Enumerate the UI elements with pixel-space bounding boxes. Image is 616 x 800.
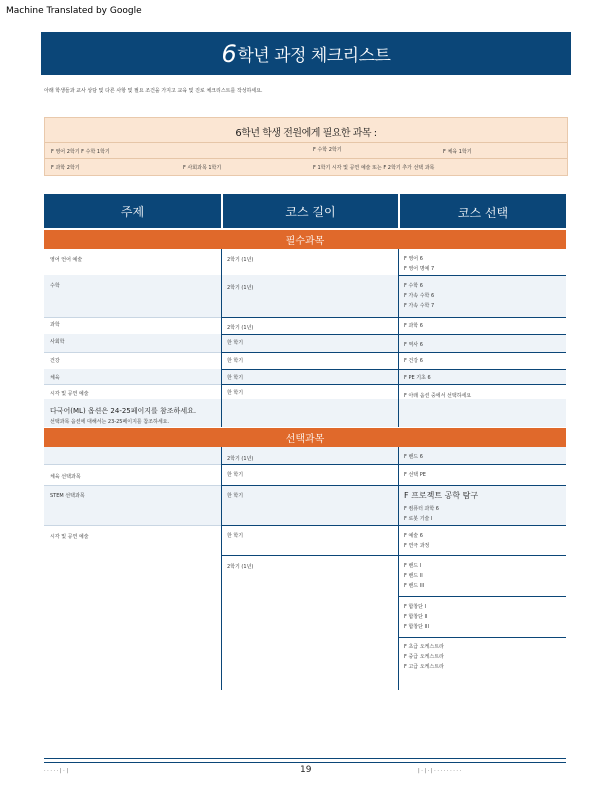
choice-item[interactable]: F 연극 과정: [404, 543, 430, 549]
required-item: F 영어 2학기 F 수학 1학기: [51, 149, 110, 155]
length-cell: 한 학기: [227, 533, 244, 539]
length-cell: 2학기 (1년): [227, 325, 254, 331]
page-number: 19: [300, 765, 312, 775]
choice-item[interactable]: F 밴드 6: [404, 454, 423, 460]
row-divider: [398, 596, 566, 597]
subject-cell: 체육: [50, 375, 60, 381]
choice-item[interactable]: F 로봇 기술 I: [404, 516, 433, 522]
required-box-title: 6학년 학생 전원에게 필요한 과목 :: [235, 128, 377, 139]
choice-item[interactable]: F 건강 6: [404, 358, 423, 364]
footer-right: | · | · | · · · · · · · · ·: [418, 768, 462, 774]
subject-cell: 수학: [50, 283, 60, 289]
subject-cell: 체육 선택과목: [50, 474, 81, 480]
choice-item[interactable]: F 수학 6: [404, 283, 423, 289]
footer-rule: [44, 758, 566, 759]
row-band: [44, 275, 566, 317]
choice-item[interactable]: F 합창단 II: [404, 614, 428, 620]
choice-item[interactable]: F 밴드 I: [404, 563, 422, 569]
ml-note-line1: 다국어(ML) 옵션은 24-25페이지를 참조하세요.: [50, 407, 197, 415]
choice-item[interactable]: F 아래 옵션 중에서 선택하세요: [404, 393, 472, 399]
elective-courses-grid: [44, 447, 566, 690]
choice-item[interactable]: F 과학 6: [404, 323, 423, 329]
title-grade-number: 6: [221, 39, 237, 68]
length-cell: 한 학기: [227, 375, 244, 381]
choice-item[interactable]: F 중급 오케스트라: [404, 654, 444, 660]
length-cell: 한 학기: [227, 472, 244, 478]
choice-item[interactable]: F 합창단 I: [404, 604, 427, 610]
subject-cell: 영어 언어 예술: [50, 257, 83, 263]
choice-item[interactable]: F 가속 수학 6: [404, 293, 435, 299]
choice-item[interactable]: F 고급 오케스트라: [404, 664, 444, 670]
row-divider: [44, 485, 221, 486]
row-divider: [44, 317, 221, 318]
footer-rule: [44, 762, 566, 763]
choice-item[interactable]: F 선택 PE: [404, 472, 426, 478]
required-item: F 1학기 시각 및 공연 예술 또는 F 2학기 추가 선택 과목: [313, 165, 435, 171]
choice-item[interactable]: F 역사 6: [404, 342, 423, 348]
row-band: [44, 485, 566, 525]
header-subject: 주제: [120, 204, 145, 219]
page-title-banner: [41, 32, 571, 75]
choice-item[interactable]: F 컴퓨터 과학 6: [404, 506, 439, 512]
subject-cell: 과학: [50, 322, 60, 328]
choice-item[interactable]: F PE 기초 6: [404, 375, 431, 381]
ml-note-line2: 선택과목 옵션에 대해서는 23-25페이지를 참조하세요.: [50, 419, 170, 425]
length-cell: 한 학기: [227, 390, 244, 396]
row-divider: [221, 464, 566, 465]
subject-cell: 시각 및 공연 예술: [50, 391, 89, 397]
row-divider: [221, 317, 566, 318]
machine-translated-label: Machine Translated by Google: [6, 6, 142, 16]
section-elective-header: 선택과목: [44, 428, 566, 447]
choice-item[interactable]: F 밴드 II: [404, 573, 423, 579]
row-band: [44, 369, 566, 384]
choice-item[interactable]: F 가속 수학 7: [404, 303, 435, 309]
row-divider: [398, 275, 566, 276]
divider: [45, 142, 567, 143]
row-divider: [221, 485, 566, 486]
row-divider: [44, 352, 221, 353]
required-item: F 과학 2학기: [51, 165, 80, 171]
subject-cell: 사회학: [50, 339, 65, 345]
header-course-length: 코스 길이: [285, 204, 336, 219]
row-divider: [398, 637, 566, 638]
table-header: [44, 194, 566, 228]
required-courses-grid: [44, 249, 566, 427]
length-cell: 2학기 (1년): [227, 564, 254, 570]
divider: [45, 158, 567, 159]
length-cell: 2학기 (1년): [227, 257, 254, 263]
subject-cell: STEM 선택과목: [50, 493, 85, 499]
choice-item[interactable]: F 합창단 III: [404, 624, 429, 630]
row-divider: [44, 525, 221, 526]
choice-item[interactable]: F 밴드 III: [404, 583, 425, 589]
footer-left: · · · · · | · |: [44, 768, 69, 774]
required-item: F 수학 2학기: [313, 147, 342, 153]
row-divider: [221, 352, 566, 353]
row-divider: [221, 384, 566, 385]
choice-item[interactable]: F 초급 오케스트라: [404, 644, 444, 650]
row-divider: [221, 525, 566, 526]
title-text: 학년 과정 체크리스트: [237, 46, 391, 66]
column-divider: [221, 249, 222, 427]
length-cell: 2학기 (1년): [227, 285, 254, 291]
subject-cell: 건강: [50, 358, 60, 364]
required-item: F 사회과목 1학기: [183, 165, 222, 171]
row-divider: [44, 464, 221, 465]
row-divider: [221, 555, 566, 556]
row-divider: [221, 334, 566, 335]
required-courses-box: [44, 117, 568, 176]
subject-cell: 시각 및 공연 예술: [50, 534, 89, 540]
row-band: [44, 447, 566, 464]
column-divider: [398, 447, 399, 690]
choice-item[interactable]: F 프로젝트 공학 탐구: [404, 491, 479, 500]
column-divider: [221, 447, 222, 690]
row-band: [44, 334, 566, 352]
choice-item[interactable]: F 영어 명예 7: [404, 266, 435, 272]
intro-text: 아래 학생들과 교사 상담 및 다른 사항 및 필요 조건을 가지고 교육 및 진로 체크리스트를 작성하세요.: [44, 88, 263, 94]
section-required-header: 필수과목: [44, 230, 566, 249]
length-cell: 한 학기: [227, 340, 244, 346]
length-cell: 한 학기: [227, 493, 244, 499]
row-divider: [44, 384, 221, 385]
length-cell: 한 학기: [227, 358, 244, 364]
choice-item[interactable]: F 영어 6: [404, 256, 423, 262]
row-divider: [221, 369, 566, 370]
header-course-choice: 코스 선택: [457, 206, 509, 220]
length-cell: 2학기 (1년): [227, 456, 254, 462]
choice-item[interactable]: F 예술 6: [404, 533, 423, 539]
required-item: F 체육 1학기: [443, 149, 472, 155]
